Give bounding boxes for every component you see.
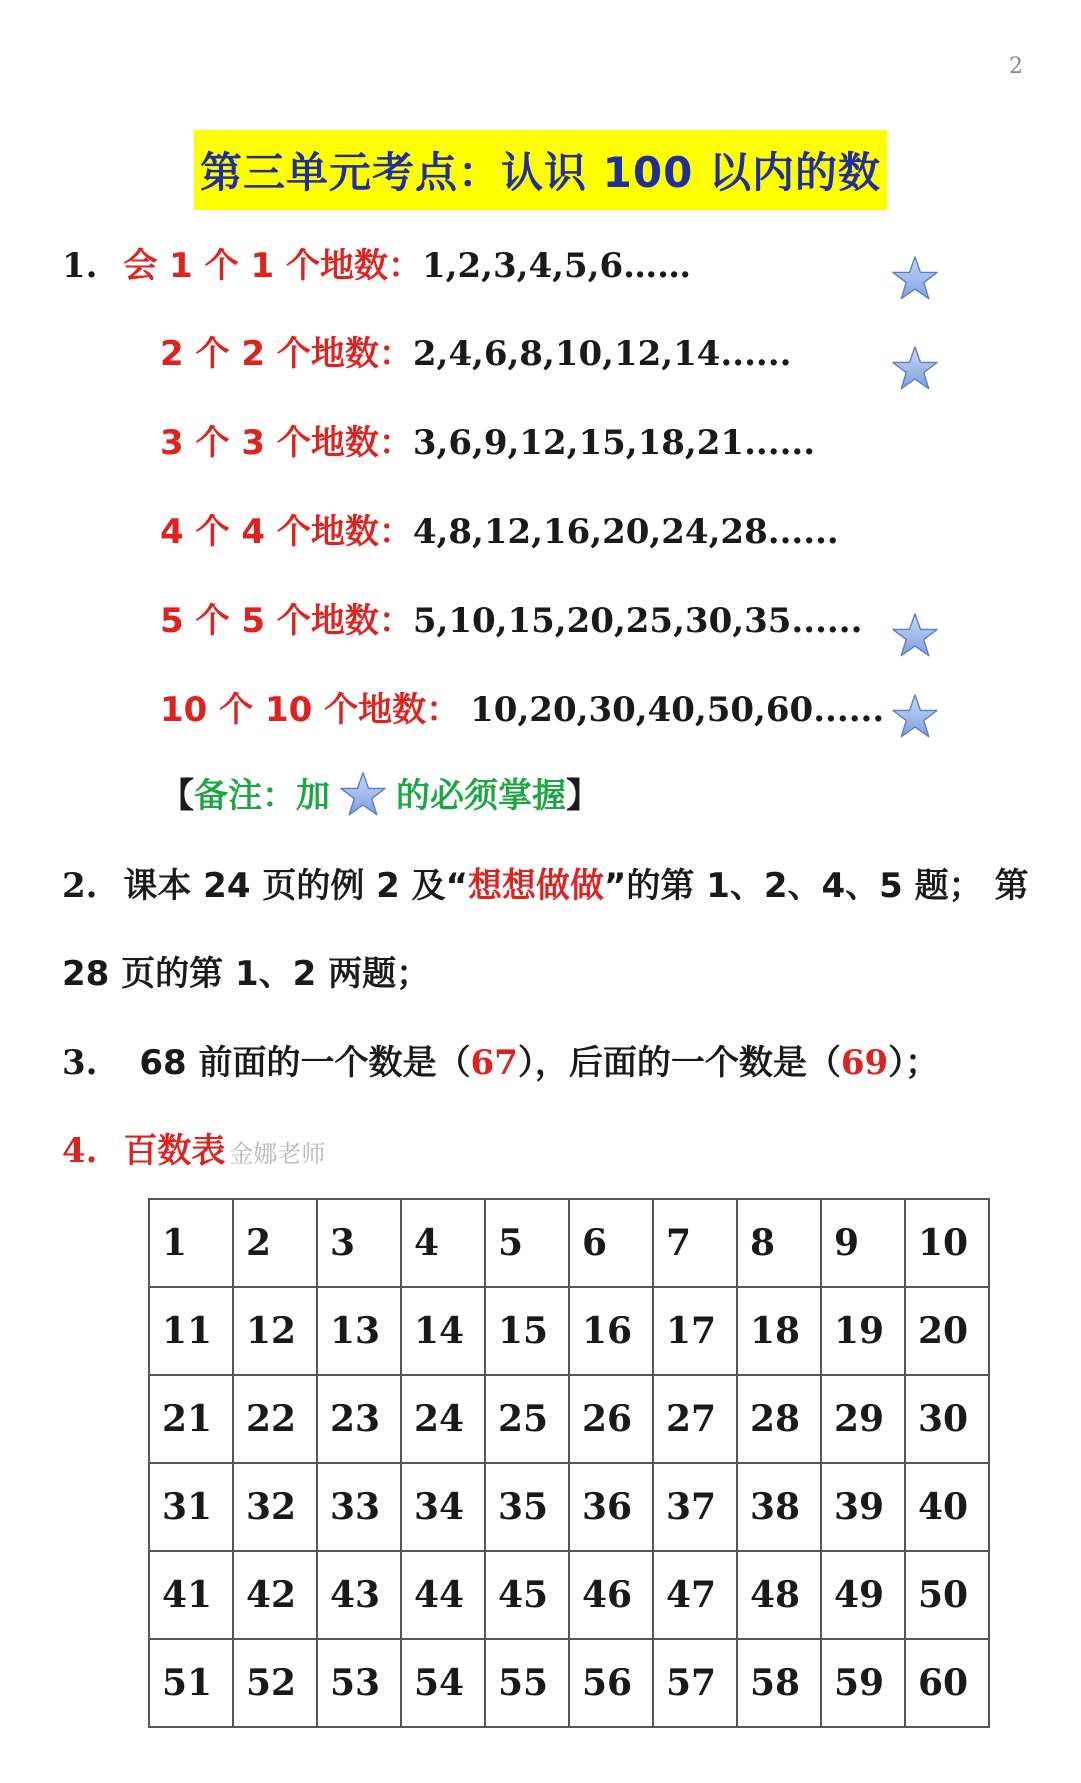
table-cell: 44 — [401, 1551, 485, 1639]
table-cell: 58 — [737, 1639, 821, 1727]
count-label: 4 个 4 个地数： — [160, 512, 413, 552]
table-cell: 43 — [317, 1551, 401, 1639]
table-cell: 46 — [569, 1551, 653, 1639]
table-row — [149, 1551, 989, 1639]
table-cell: 40 — [905, 1463, 989, 1551]
table-cell: 6 — [569, 1199, 653, 1287]
table-cell: 47 — [653, 1551, 737, 1639]
section2-number: 2. — [62, 866, 98, 906]
count-label: 10 个 10 个地数： — [160, 690, 461, 730]
table-cell: 33 — [317, 1463, 401, 1551]
star-icon — [892, 693, 938, 739]
table-cell: 3 — [317, 1199, 401, 1287]
table-cell: 14 — [401, 1287, 485, 1375]
table-cell: 41 — [149, 1551, 233, 1639]
table-cell: 55 — [485, 1639, 569, 1727]
section2-line-2 — [62, 946, 430, 995]
page-number: 2 — [1009, 54, 1023, 79]
count-label: 2 个 2 个地数： — [160, 334, 413, 374]
section3-text-b: ），后面的一个数是（ — [517, 1043, 841, 1083]
count-values: 10,20,30,40,50,60...... — [470, 690, 885, 730]
count-values: 3,6,9,12,15,18,21...... — [412, 423, 816, 463]
table-cell: 28 — [737, 1375, 821, 1463]
table-cell: 37 — [653, 1463, 737, 1551]
section2-line-1 — [62, 858, 1029, 907]
section1-line-6 — [160, 682, 884, 731]
table-cell: 35 — [485, 1463, 569, 1551]
page-title: 第三单元考点：认识 100 以内的数 — [194, 130, 887, 210]
table-cell: 2 — [233, 1199, 317, 1287]
note-close-bracket: 】 — [566, 776, 600, 816]
section3-number: 3. — [62, 1043, 98, 1083]
section1-line-4 — [160, 504, 839, 553]
section4-number: 4. — [62, 1131, 98, 1171]
section1-line-5 — [160, 593, 862, 642]
table-cell: 26 — [569, 1375, 653, 1463]
note-prefix: 备注：加 — [194, 776, 330, 816]
table-cell: 8 — [737, 1199, 821, 1287]
table-cell: 50 — [905, 1551, 989, 1639]
table-cell: 10 — [905, 1199, 989, 1287]
table-cell: 4 — [401, 1199, 485, 1287]
table-cell: 52 — [233, 1639, 317, 1727]
table-cell: 19 — [821, 1287, 905, 1375]
table-cell: 56 — [569, 1639, 653, 1727]
hundred-table — [148, 1198, 990, 1728]
section1-line-3 — [160, 415, 815, 464]
star-icon — [892, 345, 938, 391]
section2-text-a: 课本 24 页的例 2 及“ — [123, 866, 469, 906]
table-cell: 1 — [149, 1199, 233, 1287]
table-cell: 7 — [653, 1199, 737, 1287]
table-cell: 49 — [821, 1551, 905, 1639]
section1-line-1 — [62, 238, 691, 287]
note — [160, 768, 600, 817]
count-values: 5,10,15,20,25,30,35...... — [412, 601, 863, 641]
count-label: 会 1 个 1 个地数： — [123, 246, 423, 286]
section2-text-b: ”的第 1、2、4、5 题； 第 — [604, 866, 1029, 906]
table-cell: 45 — [485, 1551, 569, 1639]
table-cell: 53 — [317, 1639, 401, 1727]
section3-line — [62, 1035, 939, 1084]
count-values: 2,4,6,8,10,12,14...... — [412, 334, 792, 374]
table-cell: 12 — [233, 1287, 317, 1375]
table-cell: 30 — [905, 1375, 989, 1463]
table-row — [149, 1639, 989, 1727]
table-cell: 11 — [149, 1287, 233, 1375]
watermark: 金娜老师 — [229, 1140, 326, 1168]
table-cell: 39 — [821, 1463, 905, 1551]
table-row — [149, 1375, 989, 1463]
table-row — [149, 1287, 989, 1375]
table-cell: 48 — [737, 1551, 821, 1639]
table-cell: 60 — [905, 1639, 989, 1727]
table-cell: 24 — [401, 1375, 485, 1463]
section3-answer-1: 67 — [470, 1043, 518, 1083]
table-cell: 29 — [821, 1375, 905, 1463]
star-icon — [892, 612, 938, 658]
table-cell: 23 — [317, 1375, 401, 1463]
table-cell: 17 — [653, 1287, 737, 1375]
table-cell: 25 — [485, 1375, 569, 1463]
note-suffix: 的必须掌握 — [396, 776, 566, 816]
section1-number: 1. — [62, 246, 98, 286]
section2-text-line2: 28 页的第 1、2 两题； — [62, 954, 431, 994]
table-cell: 34 — [401, 1463, 485, 1551]
table-cell: 54 — [401, 1639, 485, 1727]
star-icon — [892, 255, 938, 301]
section4-line — [62, 1123, 325, 1172]
table-cell: 59 — [821, 1639, 905, 1727]
table-cell: 13 — [317, 1287, 401, 1375]
count-label: 3 个 3 个地数： — [160, 423, 413, 463]
star-icon — [340, 771, 386, 817]
table-row — [149, 1199, 989, 1287]
count-label: 5 个 5 个地数： — [160, 601, 413, 641]
table-cell: 51 — [149, 1639, 233, 1727]
table-cell: 42 — [233, 1551, 317, 1639]
table-cell: 27 — [653, 1375, 737, 1463]
section1-line-2 — [160, 326, 791, 375]
table-cell: 15 — [485, 1287, 569, 1375]
table-cell: 18 — [737, 1287, 821, 1375]
table-cell: 32 — [233, 1463, 317, 1551]
count-values: 4,8,12,16,20,24,28...... — [412, 512, 839, 552]
table-cell: 5 — [485, 1199, 569, 1287]
table-cell: 21 — [149, 1375, 233, 1463]
section3-text-c: ）； — [888, 1043, 940, 1083]
table-row — [149, 1463, 989, 1551]
section3-text-a: 68 前面的一个数是（ — [139, 1043, 471, 1083]
table-cell: 36 — [569, 1463, 653, 1551]
table-cell: 16 — [569, 1287, 653, 1375]
table-cell: 9 — [821, 1199, 905, 1287]
section4-label: 百数表 — [123, 1131, 226, 1171]
section3-answer-2: 69 — [840, 1043, 889, 1083]
table-cell: 31 — [149, 1463, 233, 1551]
table-cell: 20 — [905, 1287, 989, 1375]
title-wrap — [0, 130, 1081, 210]
section2-highlight: 想想做做 — [468, 866, 605, 906]
table-cell: 38 — [737, 1463, 821, 1551]
table-cell: 22 — [233, 1375, 317, 1463]
note-open-bracket: 【 — [160, 776, 194, 816]
count-values: 1,2,3,4,5,6…… — [422, 246, 692, 286]
table-cell: 57 — [653, 1639, 737, 1727]
